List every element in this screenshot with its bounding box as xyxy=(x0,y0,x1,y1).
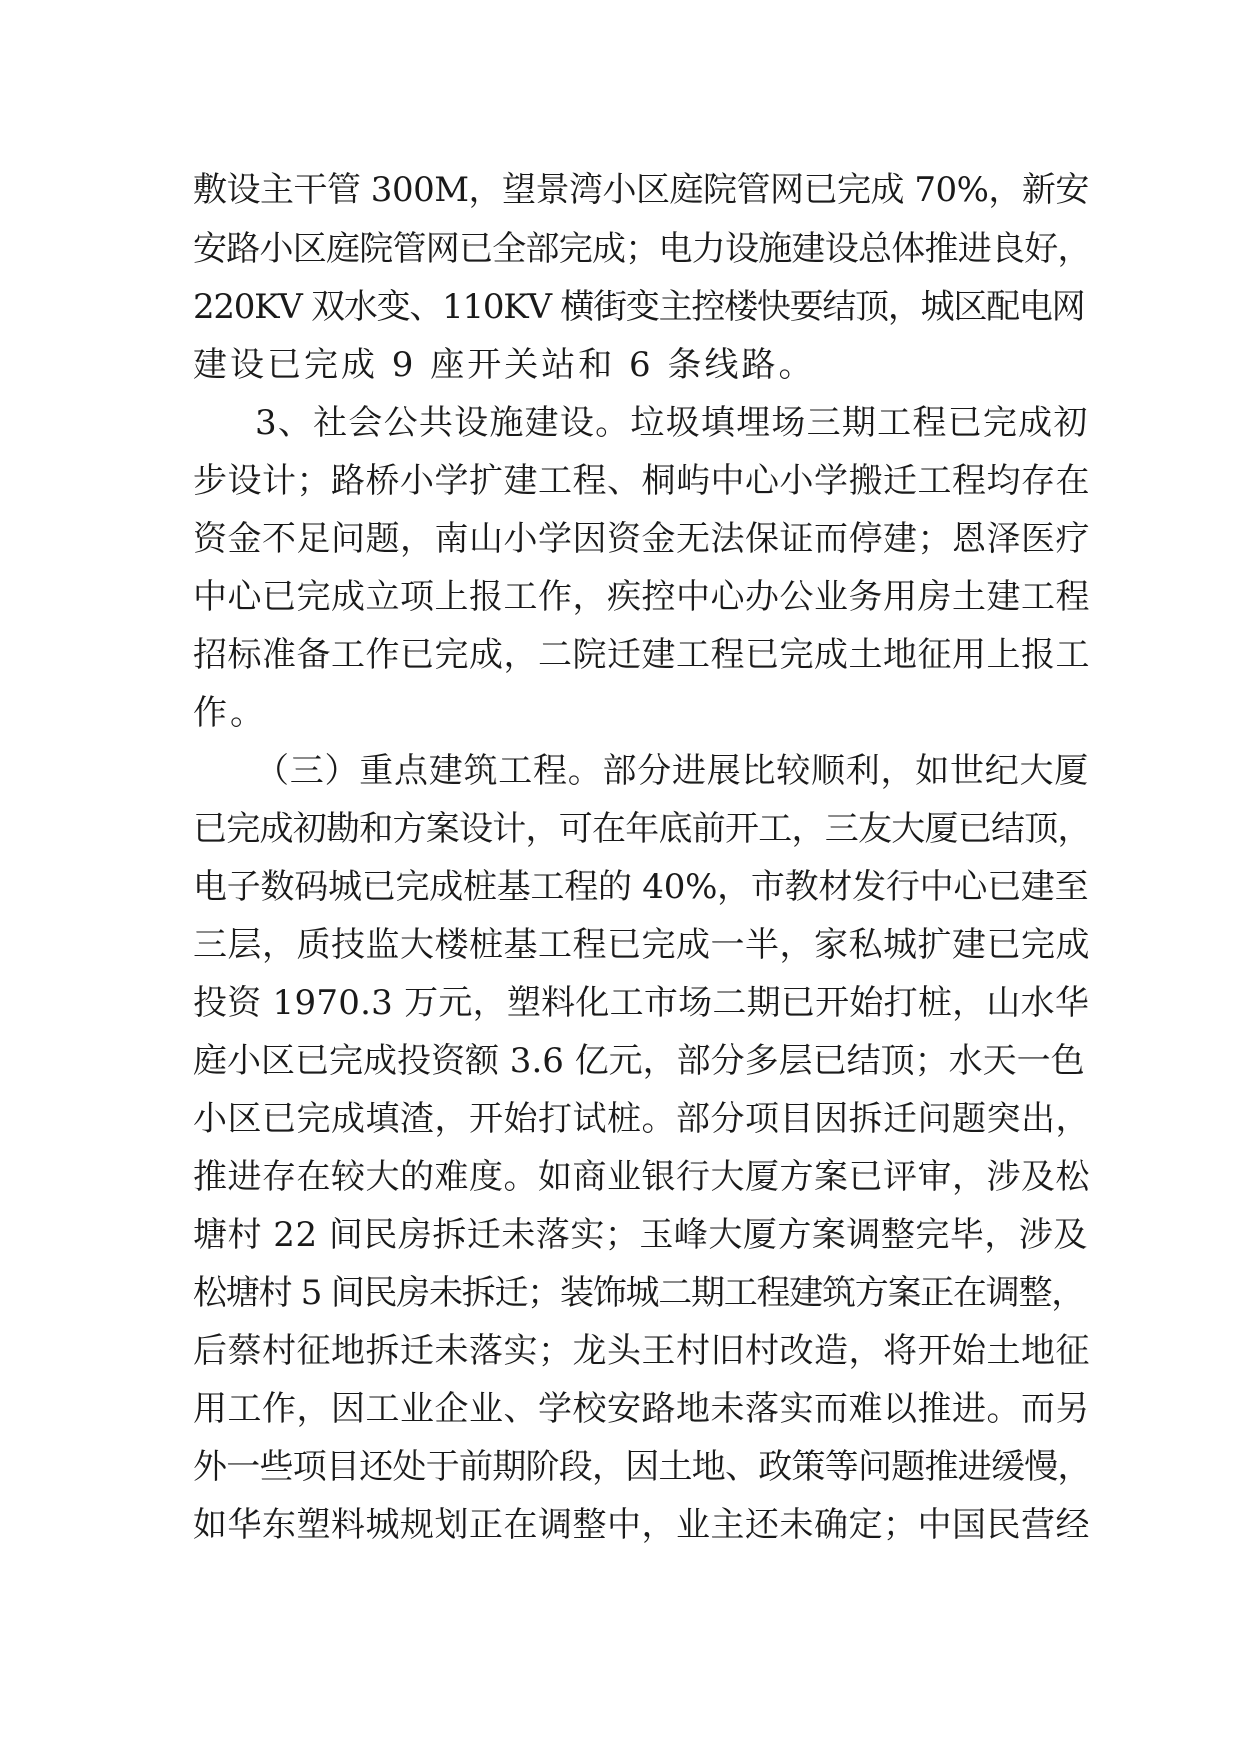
text-line-17: 小区已完成填渣，开始打试桩。部分项目因拆迁问题突出， xyxy=(193,1099,1090,1139)
text-line-21: 后蔡村征地拆迁未落实；龙头王村旧村改造，将开始土地征 xyxy=(193,1331,1090,1371)
text-line-5: 3、社会公共设施建设。垃圾填埋场三期工程已完成初 xyxy=(255,403,1089,443)
text-line-23: 外一些项目还处于前期阶段，因土地、政策等问题推进缓慢， xyxy=(193,1447,1091,1487)
text-line-24: 如华东塑料城规划正在调整中，业主还未确定；中国民营经 xyxy=(193,1505,1090,1545)
text-line-7: 资金不足问题，南山小学因资金无法保证而停建；恩泽医疗 xyxy=(193,519,1090,559)
text-line-1: 敷设主干管 300M，望景湾小区庭院管网已完成 70%，新安 xyxy=(193,170,1089,210)
text-line-4: 建设已完成 9 座开关站和 6 条线路。 xyxy=(193,345,816,385)
text-line-6: 步设计；路桥小学扩建工程、桐屿中心小学搬迁工程均存在 xyxy=(193,461,1090,501)
text-line-13: 电子数码城已完成桩基工程的 40%，市教材发行中心已建至 xyxy=(193,867,1089,907)
text-line-20: 松塘村 5 间民房未拆迁；装饰城二期工程建筑方案正在调整， xyxy=(193,1273,1084,1313)
text-line-2: 安路小区庭院管网已全部完成；电力设施建设总体推进良好， xyxy=(193,229,1091,269)
text-line-11: （三）重点建筑工程。部分进展比较顺利，如世纪大厦 xyxy=(255,751,1089,791)
text-line-8: 中心已完成立项上报工作，疾控中心办公业务用房土建工程 xyxy=(193,577,1090,617)
text-line-16: 庭小区已完成投资额 3.6 亿元，部分多层已结顶；水天一色 xyxy=(193,1041,1085,1081)
text-line-10: 作。 xyxy=(193,693,267,733)
text-line-19: 塘村 22 间民房拆迁未落实；玉峰大厦方案调整完毕，涉及 xyxy=(193,1215,1088,1255)
text-line-15: 投资 1970.3 万元，塑料化工市场二期已开始打桩，山水华 xyxy=(193,983,1090,1023)
text-line-9: 招标准备工作已完成，二院迁建工程已完成土地征用上报工 xyxy=(193,635,1090,675)
text-line-18: 推进存在较大的难度。如商业银行大厦方案已评审，涉及松 xyxy=(193,1157,1090,1197)
text-line-12: 已完成初勘和方案设计，可在年底前开工，三友大厦已结顶， xyxy=(193,809,1091,849)
text-line-3: 220KV 双水变、110KV 横街变主控楼快要结顶，城区配电网 xyxy=(193,287,1085,327)
text-line-22: 用工作，因工业企业、学校安路地未落实而难以推进。而另 xyxy=(193,1389,1090,1429)
text-line-14: 三层，质技监大楼桩基工程已完成一半，家私城扩建已完成 xyxy=(193,925,1090,965)
